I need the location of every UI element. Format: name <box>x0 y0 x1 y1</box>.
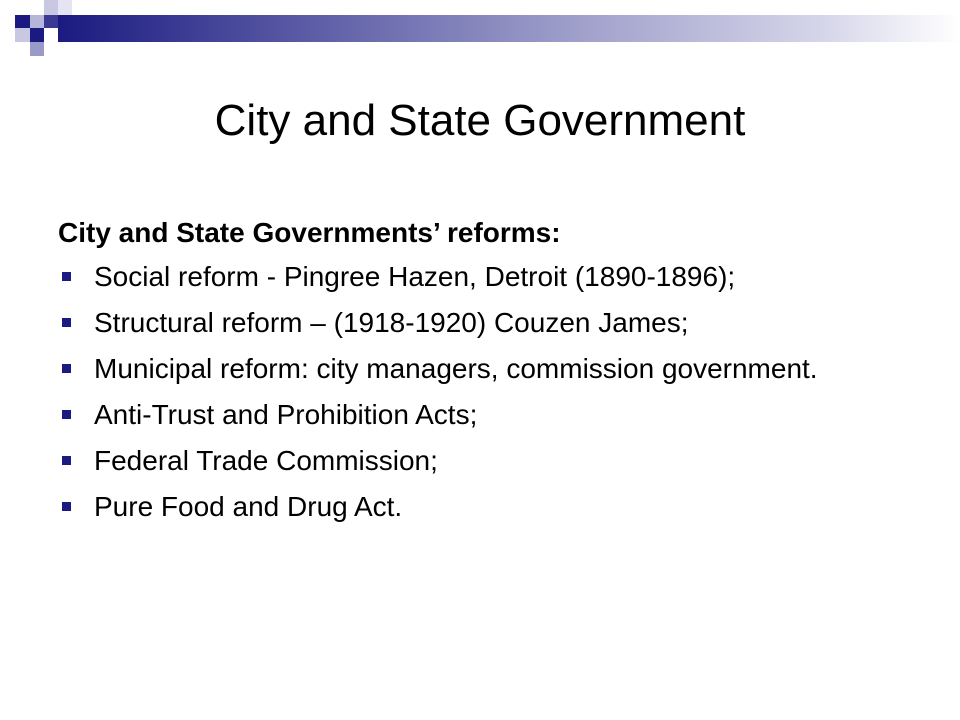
corner-square <box>44 28 58 42</box>
bullet-item <box>58 257 898 297</box>
corner-square <box>30 28 44 42</box>
slide-title: City and State Government <box>214 96 746 145</box>
title-accent-band <box>58 15 960 42</box>
corner-square <box>44 0 58 15</box>
square-bullet-icon <box>62 410 71 419</box>
square-bullet-icon <box>62 272 71 281</box>
bullet-item <box>58 303 898 343</box>
bullet-item <box>58 395 898 435</box>
square-bullet-icon <box>62 318 71 327</box>
bullet-list <box>58 257 898 527</box>
bullet-item <box>58 441 898 481</box>
slide-body <box>58 213 898 533</box>
corner-square <box>30 42 44 56</box>
bullet-text: Federal Trade Commission; <box>94 445 438 476</box>
bullet-item <box>58 349 898 389</box>
bullet-item <box>58 487 898 527</box>
square-bullet-icon <box>62 456 71 465</box>
square-bullet-icon <box>62 364 71 373</box>
corner-square <box>15 15 30 28</box>
bullet-text: Pure Food and Drug Act. <box>94 491 403 522</box>
bullet-text: Anti-Trust and Prohibition Acts; <box>94 399 478 430</box>
subheading: City and State Governments’ reforms: <box>58 217 561 248</box>
square-bullet-icon <box>62 502 71 511</box>
corner-square <box>44 15 58 28</box>
bullet-text: Structural reform – (1918-1920) Couzen James; <box>94 307 689 338</box>
corner-square <box>30 15 44 28</box>
corner-square <box>58 0 72 15</box>
bullet-text: Municipal reform: city managers, commission government. <box>94 353 818 384</box>
corner-square <box>15 28 30 42</box>
bullet-text: Social reform - Pingree Hazen, Detroit (1890-1896); <box>94 261 736 292</box>
